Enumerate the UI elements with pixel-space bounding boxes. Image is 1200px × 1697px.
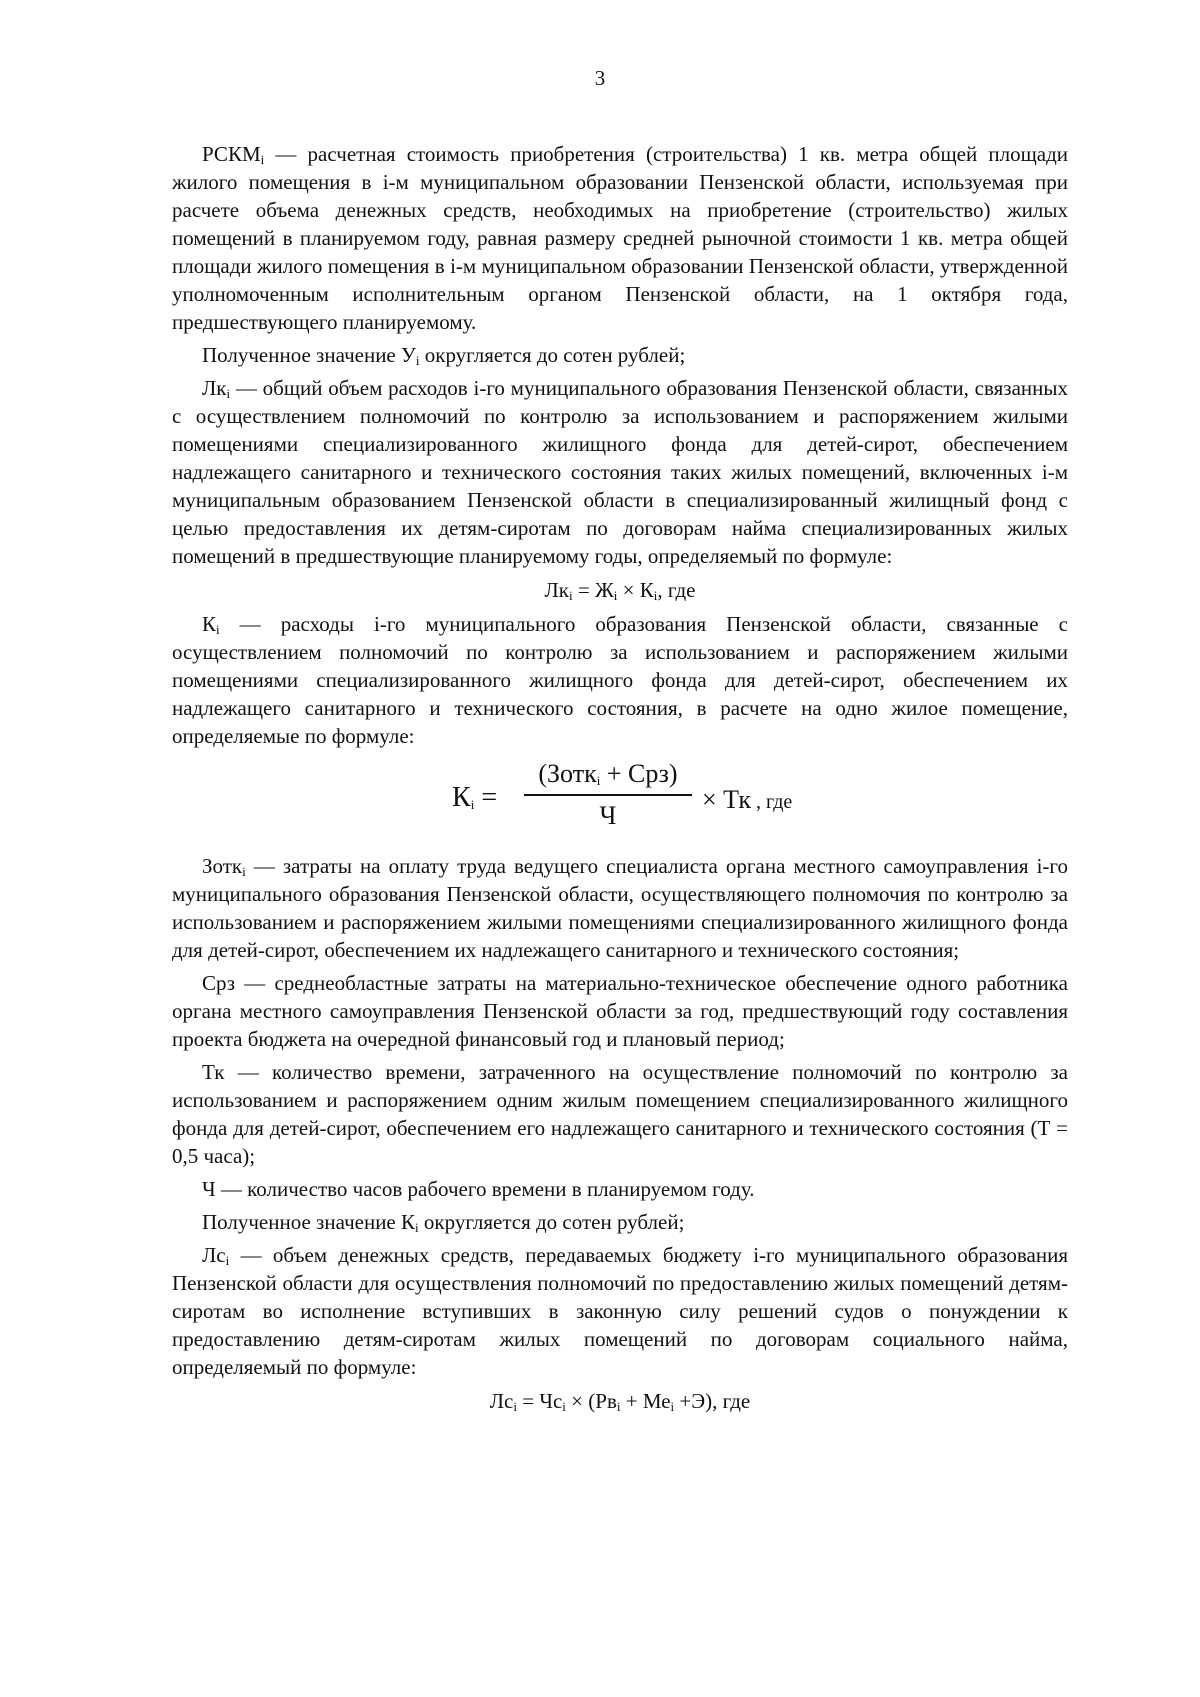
paragraph-srz: Срз — среднеобластные затраты на материально-техническое обеспечение одного работника органа местного самоуправления Пензенской области за год, предшествующий году составления проекта бюджета на очередной финансовый год и плановый период; [172,971,1068,1051]
subscript: i [653,588,658,603]
formula-part: + Срз) [600,759,678,788]
paragraph-text: Полученное значение К [202,1210,416,1234]
paragraph-text: — объем денежных средств, передаваемых бюджету i-го муниципального образования Пензенской области для осуществления полномочий по предоставлению жилых помещений детям-сиротам во исполнение вступивших в законную силу решений судов о понуждении к предоставлению детям-сиротам жилых помещений по договорам социального найма, определяемый по формуле: [172,1243,1068,1379]
subscript: i [616,1399,621,1414]
subscript: i [562,1399,566,1414]
fraction-numerator [524,756,692,792]
paragraph-text: — расходы i-го муниципального образования Пензенской области, связанные с осуществлением полномочий по контролю за использованием и распоряжением жилыми помещениями специализированного жилищного фонда для детей-сирот, обеспечением их надлежащего санитарного и технического состояния, в расчете на одно жилое помещение, определяемые по формуле: [172,612,1068,748]
subscript: i [470,797,475,812]
formula-part: , где [657,578,696,602]
fraction-bar [524,794,692,796]
paragraph-text: — расчетная стоимость приобретения (строительства) 1 кв. метра общей площади жилого помещения в i-м муниципальном образовании Пензенской области, используемая при расчете объема денежных средств, необходимых на приобретение (строительство) жилых помещений в планируемом году, равная размеру средней рыночной стоимости 1 кв. метра общей площади жилого помещения в i-м муниципальном образовании Пензенской области, утвержденной уполномоченным исполнительным органом Пензенской области, на 1 октября года, предшествующего планируемому. [172,142,1068,334]
formula-part: Лс [489,1389,514,1413]
formula-k [172,756,1068,846]
term-ls: Лс [202,1243,226,1267]
paragraph-text: — общий объем расходов i-го муниципального образования Пензенской области, связанных с осуществлением полномочий по контролю за использованием и распоряжением жилыми помещениями специализированного жилищного фонда для детей-сирот, обеспечением надлежащего санитарного и технического состояния таких жилых помещений, включенных i-м муниципальным образованием Пензенской области в специализированный жилищный фонд с целью предоставления их детям-сиротам по договорам найма специализированных жилых помещений в предшествующие планируемому годы, определяемый по формуле: [172,376,1068,568]
subscript: i [260,152,265,167]
formula-part: К [452,782,471,813]
subscript: i [415,353,420,368]
page-number: 3 [594,66,606,90]
subscript: i [613,588,618,603]
subscript: i [415,1220,419,1235]
paragraph-ch: Ч — количество часов рабочего времени в планируемом году. [202,1177,755,1201]
subscript: i [242,864,246,879]
formula-rhs [702,786,792,816]
paragraph-tk: Тк — количество времени, затраченного на осуществление полномочий по контролю за использованием и распоряжением одним жилым помещением специализированного жилищного фонда для детей-сирот, обеспечением его надлежащего санитарного и технического состояния (Т = 0,5 часа); [172,1060,1068,1168]
paragraph-text: округляется до сотен рублей; [419,343,686,367]
term-lk: Лк [202,376,227,400]
formula-part: × (Рв [565,1389,617,1413]
paragraph-k [172,610,1068,750]
formula-ls [172,1387,1068,1415]
document-body [172,140,1068,1421]
subscript: i [596,773,601,788]
formula-part: = [474,782,498,813]
term-k: К [202,612,217,636]
subscript: i [513,1399,517,1414]
formula-part: Лк [544,578,569,602]
term-zotk: Зотк [202,854,243,878]
paragraph-text: округляется до сотен рублей; [418,1210,685,1234]
paragraph-text: Полученное значение У [202,343,416,367]
paragraph-rounding-k [172,1208,1068,1236]
paragraph-lk [172,374,1068,570]
subscript: i [225,1253,230,1268]
subscript: i [568,588,573,603]
subscript: i [670,1399,675,1414]
formula-part: = Ж [572,578,614,602]
formula-lhs [452,784,497,812]
formula-part: × К [617,578,654,602]
subscript: i [226,386,231,401]
formula-part: (Зотк [538,759,597,788]
formula-part: , где [751,791,793,813]
paragraph-rounding-u [172,341,1068,369]
fraction-denominator: Ч [599,801,617,830]
formula-part: +Э), где [674,1389,751,1413]
formula-part: × Тк [702,785,752,814]
subscript: i [216,622,220,637]
paragraph-zotk [172,852,1068,964]
formula-lk [172,576,1068,604]
paragraph-ls [172,1241,1068,1381]
formula-fraction [524,756,692,834]
formula-part: = Чс [516,1389,563,1413]
term-rskm: РСКМ [202,142,261,166]
paragraph-rskm [172,140,1068,336]
paragraph-text: — затраты на оплату труда ведущего специалиста органа местного самоуправления i-го муниципального образования Пензенской области, осуществляющего полномочия по контролю за использованием и распоряжением жилыми помещениями специализированного жилищного фонда для детей-сирот, обеспечением их надлежащего санитарного и технического состояния; [172,854,1068,962]
formula-part: + Ме [620,1389,671,1413]
